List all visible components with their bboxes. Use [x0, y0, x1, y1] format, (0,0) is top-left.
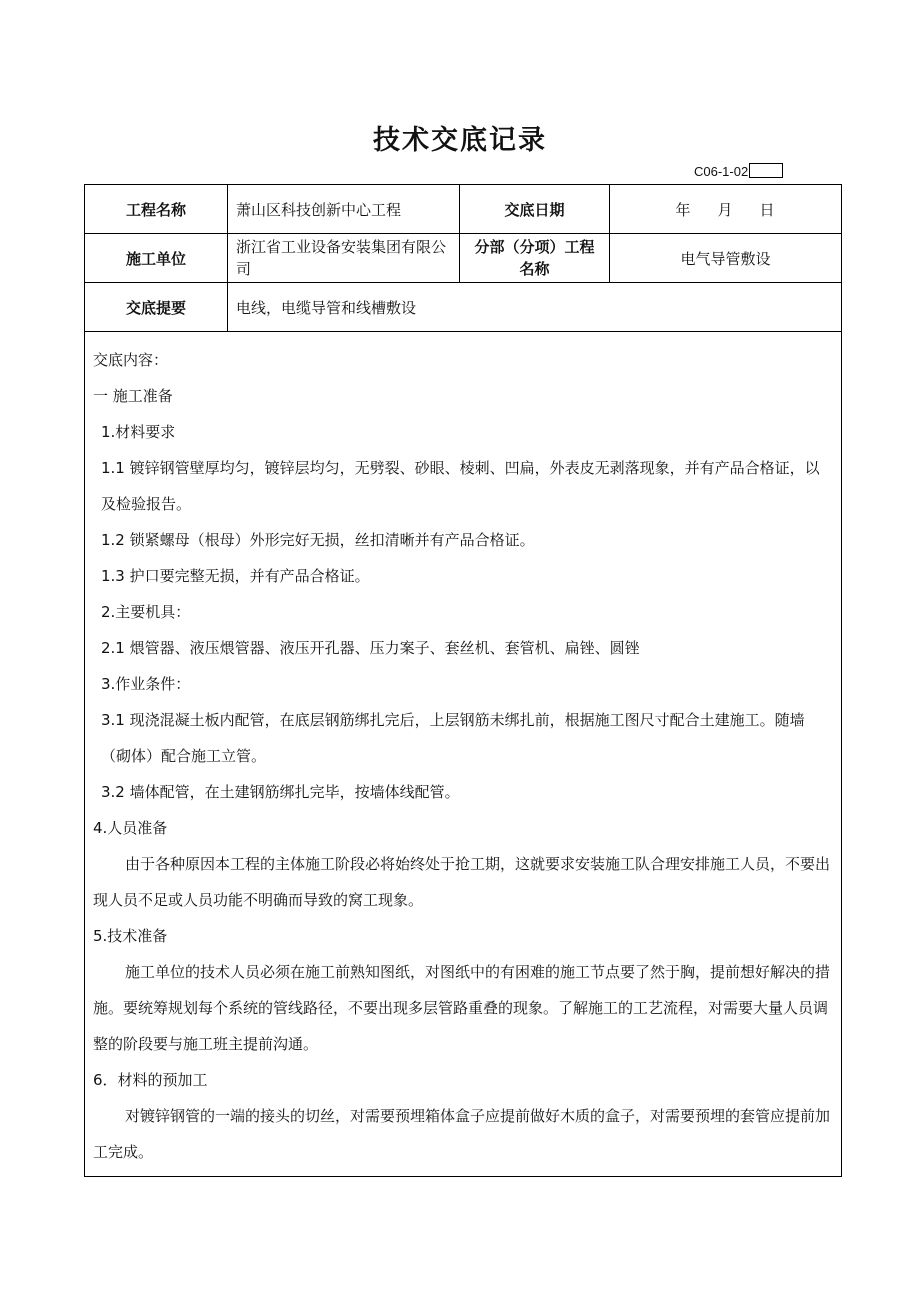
form-code — [694, 163, 783, 180]
table-row — [85, 283, 842, 332]
content-paragraph: 对镀锌钢管的一端的接头的切丝，对需要预埋箱体盒子应提前做好木质的盒子，对需要预埋的套管应提前加工完成。 — [93, 1107, 831, 1161]
content-paragraph: 2.1 煨管器、液压煨管器、液压开孔器、压力案子、套丝机、套管机、扁锉、圆锉 — [101, 639, 640, 657]
content-paragraph: 4.人员准备 — [93, 819, 168, 837]
table-row — [85, 185, 842, 234]
project-name-value: 萧山区科技创新中心工程 — [228, 185, 460, 234]
construction-unit-label: 施工单位 — [85, 234, 228, 283]
content-paragraph: 5.技术准备 — [93, 927, 168, 945]
table-row — [85, 332, 842, 1177]
content-paragraph: 1.1 镀锌钢管壁厚均匀，镀锌层均匀，无劈裂、砂眼、棱刺、凹扁，外表皮无剥落现象，并有产品合格证，以及检验报告。 — [101, 459, 820, 513]
table-row — [85, 234, 842, 283]
project-name-label: 工程名称 — [85, 185, 228, 234]
record-table — [84, 184, 842, 1177]
document-title: 技术交底记录 — [373, 125, 547, 156]
form-code-text: C06-1-02 — [694, 164, 749, 179]
content-paragraph: 3.作业条件： — [101, 675, 191, 693]
content-heading: 交底内容： — [93, 351, 169, 369]
content-paragraph: 2.主要机具： — [101, 603, 191, 621]
date-label: 交底日期 — [460, 185, 610, 234]
date-value — [610, 185, 842, 234]
date-day: 日 — [759, 200, 776, 219]
summary-value: 电线，电缆导管和线槽敷设 — [228, 283, 842, 332]
date-month: 月 — [717, 200, 734, 219]
content-paragraph: 施工单位的技术人员必须在施工前熟知图纸，对图纸中的有困难的施工节点要了然于胸，提前想好解决的措施。要统筹规划每个系统的管线路径，不要出现多层管路重叠的现象。了解施工的工艺流程，对需要大量人员调整的阶段要与施工班主提前沟通。 — [93, 963, 831, 1053]
disclosure-content — [85, 332, 842, 1177]
content-paragraph: 6．材料的预加工 — [93, 1071, 208, 1089]
content-paragraph: 一 施工准备 — [93, 387, 173, 405]
content-paragraph: 3.1 现浇混凝土板内配管，在底层钢筋绑扎完后，上层钢筋未绑扎前，根据施工图尺寸配合土建施工。随墙（砌体）配合施工立管。 — [101, 711, 805, 765]
content-paragraph: 由于各种原因本工程的主体施工阶段必将始终处于抢工期，这就要求安装施工队合理安排施工人员，不要出现人员不足或人员功能不明确而导致的窝工现象。 — [93, 855, 831, 909]
date-year: 年 — [675, 200, 692, 219]
summary-label: 交底提要 — [85, 283, 228, 332]
content-paragraph: 3.2 墙体配管，在土建钢筋绑扎完毕，按墙体线配管。 — [101, 783, 460, 801]
construction-unit-value: 浙江省工业设备安装集团有限公司 — [228, 234, 460, 283]
form-code-box — [749, 163, 783, 178]
content-paragraph: 1.3 护口要完整无损，并有产品合格证。 — [101, 567, 370, 585]
content-paragraph: 1.材料要求 — [101, 423, 176, 441]
content-paragraph: 1.2 锁紧螺母（根母）外形完好无损，丝扣清晰并有产品合格证。 — [101, 531, 535, 549]
sub-project-value: 电气导管敷设 — [610, 234, 842, 283]
sub-project-label: 分部（分项）工程名称 — [460, 234, 610, 283]
